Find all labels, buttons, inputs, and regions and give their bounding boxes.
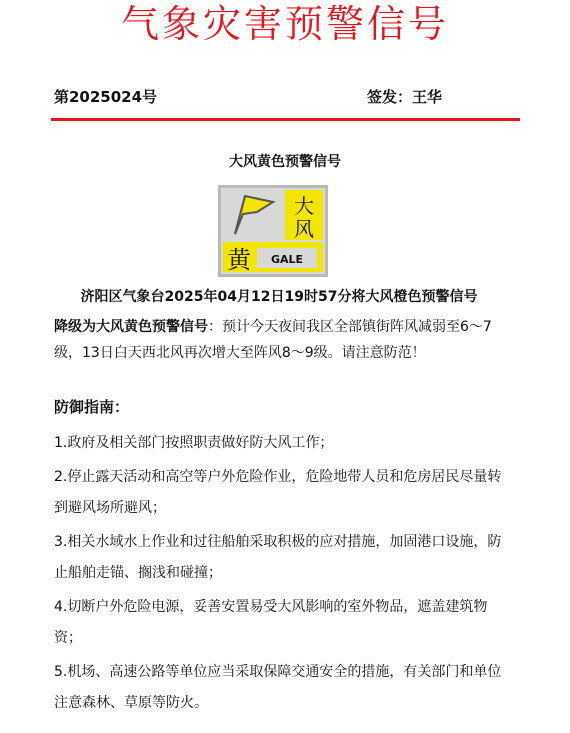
guide-list: [54, 428, 502, 722]
guide-item: 5.机场、高速公路等单位应当采取保障交通安全的措施，有关部门和单位注意森林、草原等防火。: [54, 664, 502, 711]
header-divider: [51, 118, 520, 121]
lead-sentence: 济阳区气象台2025年04月12日19时57分将大风橙色预警信号: [80, 289, 478, 305]
guide-item: 2.停止露天活动和高空等户外危险作业，危险地带人员和危房居民尽量转到避风场所避风；: [54, 469, 502, 516]
gale-yellow-warning-icon: [218, 185, 328, 277]
document-issuer: 签发：王华: [367, 88, 443, 106]
signal-english-label: GALE: [270, 253, 304, 266]
signal-char-2: 风: [294, 217, 314, 241]
warning-detail-paragraph: [54, 314, 500, 366]
forecast-detail: ：预计今天夜间我区全部镇街阵风减弱至6～7级，13日白天西北风再次增大至阵风8～9级。请注意防范！: [54, 319, 492, 361]
guide-item: 3.相关水域水上作业和过往船舶采取积极的应对措施，加固港口设施，防止船舶走锚、搁浅和碰撞；: [54, 534, 502, 581]
guide-item: 1.政府及相关部门按照职责做好防大风工作；: [54, 435, 334, 451]
document-title: 气象灾害预警信号: [120, 2, 449, 46]
signal-level-char: 黄: [227, 246, 251, 274]
signal-title: 大风黄色预警信号: [229, 154, 341, 170]
guide-item: 4.切断户外危险电源，妥善安置易受大风影响的室外物品，遮盖建筑物资；: [54, 599, 488, 646]
downgrade-statement: 降级为大风黄色预警信号: [54, 319, 208, 335]
document-number: 第2025024号: [54, 88, 158, 106]
signal-char-1: 大: [294, 194, 314, 218]
guide-heading: 防御指南：: [54, 398, 130, 416]
